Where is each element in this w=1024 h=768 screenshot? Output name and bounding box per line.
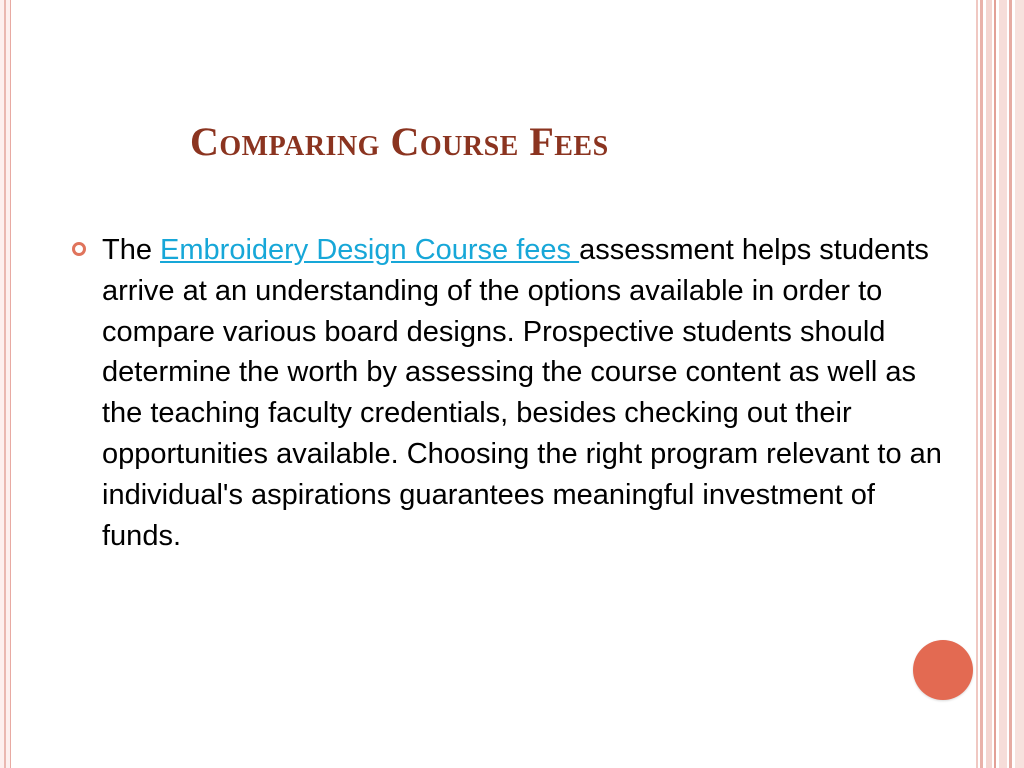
slide-title: Comparing Course Fees	[190, 119, 609, 164]
stripe	[994, 0, 996, 768]
right-border-stripes	[976, 0, 1024, 768]
bullet-text-before: The	[102, 234, 161, 266]
bullet-paragraph	[102, 230, 952, 556]
stripe	[1009, 0, 1012, 768]
stripe	[999, 0, 1007, 768]
left-border-stripe	[0, 0, 11, 768]
stripe	[980, 0, 983, 768]
bullet-ring-icon	[72, 242, 86, 256]
stripe	[976, 0, 978, 768]
decorative-circle	[913, 640, 973, 700]
course-fees-link[interactable]: Embroidery Design Course fees	[160, 234, 580, 266]
stripe	[1015, 0, 1024, 768]
bullet-list	[72, 230, 952, 556]
stripe	[986, 0, 992, 768]
bullet-text-after: assessment helps students arrive at an understanding of the options available in order to compare various board designs. Prospective students should determine the worth by assessing the course content as well as the teaching faculty credentials, besides checking out their opportunities available. Choosing the right program relevant to an individual's aspirations guarantees meaningful investment of funds.	[102, 234, 942, 552]
